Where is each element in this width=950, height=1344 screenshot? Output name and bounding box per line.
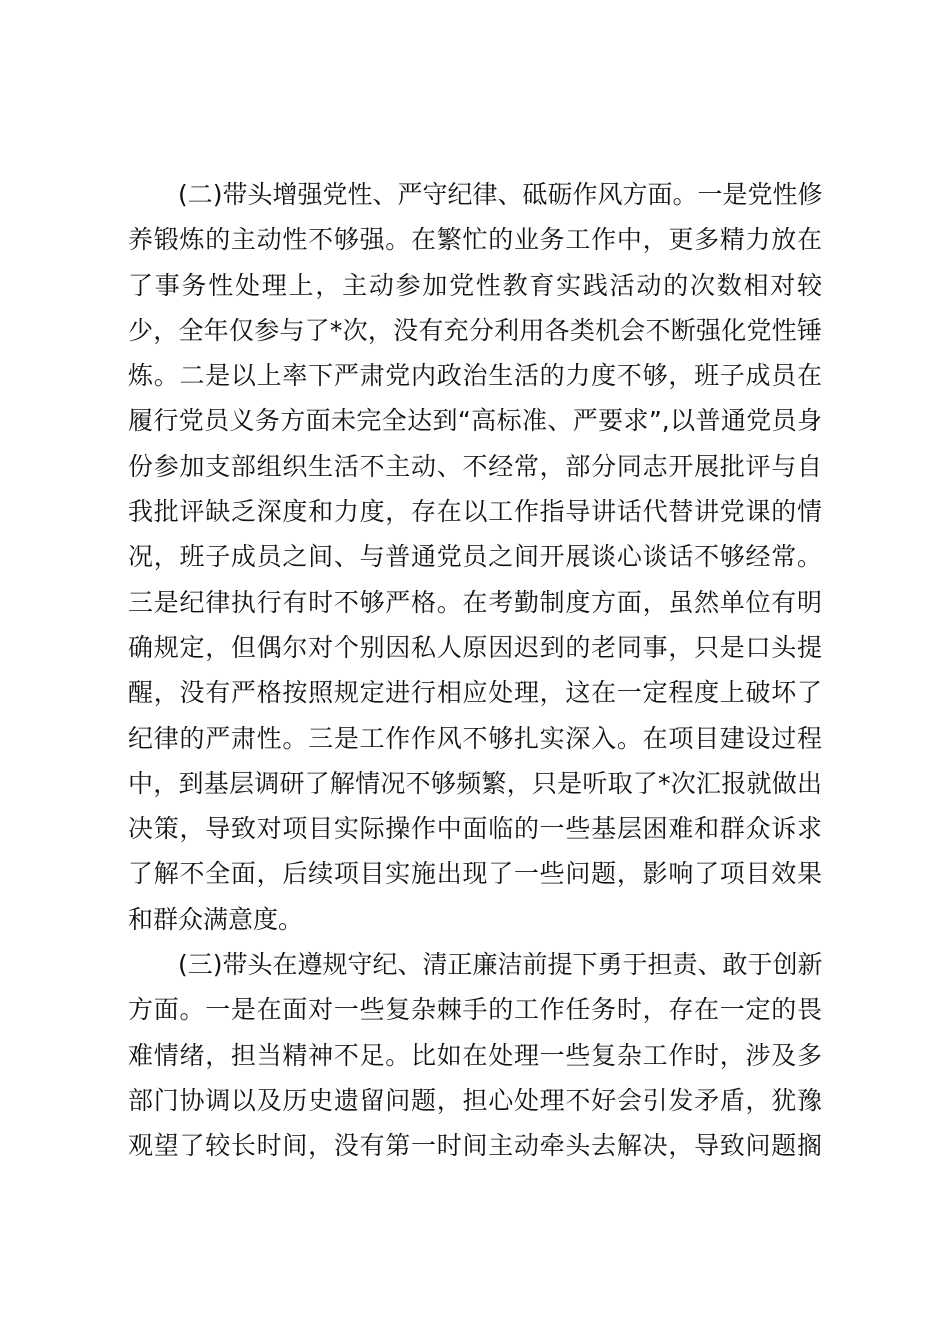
text-line: 确规定，但偶尔对个别因私人原因迟到的老同事，只是口头提 bbox=[128, 632, 822, 662]
text-line: 了解不全面，后续项目实施出现了一些问题，影响了项目效果 bbox=[128, 859, 822, 889]
text-line: 养锻炼的主动性不够强。在繁忙的业务工作中，更多精力放在 bbox=[128, 225, 822, 255]
text-line: 况，班子成员之间、与普通党员之间开展谈心谈话不够经常。 bbox=[128, 542, 822, 572]
text-line: 中，到基层调研了解情况不够频繁，只是听取了*次汇报就做出 bbox=[128, 768, 822, 798]
text-line: 炼。二是以上率下严肃党内政治生活的力度不够，班子成员在 bbox=[128, 361, 822, 391]
paragraph-section-2 bbox=[128, 172, 822, 942]
text-line: 和群众满意度。 bbox=[128, 904, 304, 934]
text-line: 难情绪，担当精神不足。比如在处理一些复杂工作时，涉及多 bbox=[128, 1040, 822, 1070]
text-line: 三是纪律执行有时不够严格。在考勤制度方面，虽然单位有明 bbox=[128, 587, 822, 617]
text-line: 决策，导致对项目实际操作中面临的一些基层困难和群众诉求 bbox=[128, 814, 822, 844]
text-line: 份参加支部组织生活不主动、不经常，部分同志开展批评与自 bbox=[128, 451, 822, 481]
text-line: 方面。一是在面对一些复杂棘手的工作任务时，存在一定的畏 bbox=[128, 995, 822, 1025]
text-line: (三)带头在遵规守纪、清正廉洁前提下勇于担责、敢于创新 bbox=[178, 950, 823, 980]
paragraph-section-3 bbox=[128, 942, 822, 1168]
text-line: 我批评缺乏深度和力度，存在以工作指导讲话代替讲党课的情 bbox=[128, 497, 822, 527]
document-body bbox=[128, 172, 822, 1169]
text-line: 少，全年仅参与了*次，没有充分利用各类机会不断强化党性锤 bbox=[128, 315, 822, 345]
text-line: (二)带头增强党性、严守纪律、砥砺作风方面。一是党性修 bbox=[178, 180, 823, 209]
text-line: 部门协调以及历史遗留问题，担心处理不好会引发矛盾，犹豫 bbox=[128, 1085, 822, 1115]
text-line: 履行党员义务方面未完全达到“高标准、严要求”,以普通党员身 bbox=[128, 406, 822, 436]
text-line: 纪律的严肃性。三是工作作风不够扎实深入。在项目建设过程 bbox=[128, 723, 822, 753]
text-line: 醒，没有严格按照规定进行相应处理，这在一定程度上破坏了 bbox=[128, 678, 822, 708]
text-line: 观望了较长时间，没有第一时间主动牵头去解决，导致问题搁 bbox=[128, 1131, 822, 1161]
text-line: 了事务性处理上，主动参加党性教育实践活动的次数相对较 bbox=[128, 270, 822, 300]
